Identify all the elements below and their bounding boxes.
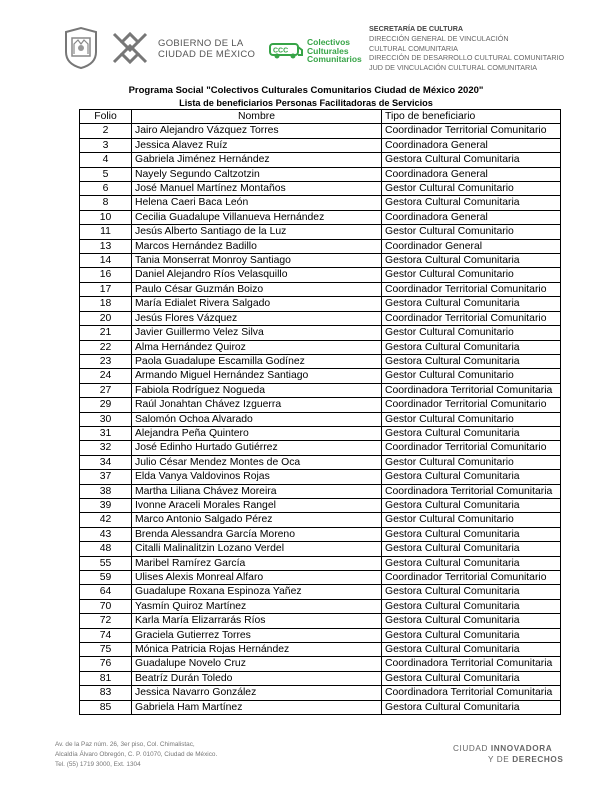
cell-nombre: Jairo Alejandro Vázquez Torres xyxy=(132,124,382,138)
table-row xyxy=(80,571,561,585)
cell-folio: 37 xyxy=(80,470,132,484)
cell-folio: 55 xyxy=(80,556,132,570)
list-subtitle: Lista de beneficiarios Personas Facilitadoras de Servicios xyxy=(179,98,433,108)
table-row xyxy=(80,225,561,239)
table-row xyxy=(80,354,561,368)
cell-folio: 8 xyxy=(80,196,132,210)
table-row xyxy=(80,297,561,311)
cell-nombre: Ivonne Araceli Morales Rangel xyxy=(132,498,382,512)
cell-nombre: Raúl Jonahtan Chávez Izguerra xyxy=(132,398,382,412)
cell-tipo: Gestor Cultural Comunitario xyxy=(382,225,561,239)
table-row xyxy=(80,326,561,340)
cell-nombre: Tania Monserrat Monroy Santiago xyxy=(132,254,382,268)
cell-folio: 3 xyxy=(80,138,132,152)
cell-tipo: Coordinadora Territorial Comunitaria xyxy=(382,657,561,671)
cell-tipo: Gestor Cultural Comunitario xyxy=(382,268,561,282)
cell-tipo: Gestor Cultural Comunitario xyxy=(382,326,561,340)
cell-nombre: Beatríz Durán Toledo xyxy=(132,671,382,685)
cell-tipo: Gestora Cultural Comunitaria xyxy=(382,556,561,570)
cell-tipo: Coordinadora General xyxy=(382,167,561,181)
table-row xyxy=(80,153,561,167)
cell-nombre: Fabiola Rodríguez Nogueda xyxy=(132,383,382,397)
cell-nombre: Mónica Patricia Rojas Hernández xyxy=(132,643,382,657)
cell-folio: 16 xyxy=(80,268,132,282)
cell-folio: 20 xyxy=(80,311,132,325)
cell-tipo: Coordinador Territorial Comunitario xyxy=(382,571,561,585)
cell-folio: 38 xyxy=(80,484,132,498)
table-row xyxy=(80,585,561,599)
cell-nombre: Marco Antonio Salgado Pérez xyxy=(132,513,382,527)
cell-nombre: Marcos Hernández Badillo xyxy=(132,239,382,253)
colectivos-wordmark: Colectivos Culturales Comunitarios xyxy=(307,37,362,64)
cell-nombre: Javier Guillermo Velez Silva xyxy=(132,326,382,340)
cell-tipo: Coordinador Territorial Comunitario xyxy=(382,282,561,296)
cell-tipo: Gestora Cultural Comunitaria xyxy=(382,599,561,613)
table-row xyxy=(80,369,561,383)
cell-nombre: Jesús Alberto Santiago de la Luz xyxy=(132,225,382,239)
cell-folio: 5 xyxy=(80,167,132,181)
table-row xyxy=(80,426,561,440)
svg-text:CCC: CCC xyxy=(273,47,289,55)
table-row xyxy=(80,671,561,685)
colectivos-logo xyxy=(268,36,362,66)
beneficiaries-table xyxy=(79,109,561,715)
table-row xyxy=(80,498,561,512)
cell-tipo: Coordinador General xyxy=(382,239,561,253)
footer-brand: CIUDAD INNOVADORA Y DE DERECHOS xyxy=(453,744,564,764)
cell-tipo: Gestora Cultural Comunitaria xyxy=(382,153,561,167)
header-tipo: Tipo de beneficiario xyxy=(382,110,561,124)
cell-tipo: Gestora Cultural Comunitaria xyxy=(382,614,561,628)
table-row xyxy=(80,340,561,354)
cell-tipo: Gestora Cultural Comunitaria xyxy=(382,254,561,268)
cell-folio: 85 xyxy=(80,700,132,714)
cell-folio: 42 xyxy=(80,513,132,527)
secretaria-line: DIRECCIÓN DE DESARROLLO CULTURAL COMUNITARIO xyxy=(369,53,565,63)
cell-folio: 70 xyxy=(80,599,132,613)
cell-folio: 72 xyxy=(80,614,132,628)
gobierno-cdmx-wordmark: GOBIERNO DE LA CIUDAD DE MÉXICO xyxy=(158,38,256,60)
cell-folio: 59 xyxy=(80,571,132,585)
cell-folio: 64 xyxy=(80,585,132,599)
table-row xyxy=(80,383,561,397)
table-row xyxy=(80,412,561,426)
cell-folio: 23 xyxy=(80,354,132,368)
table-row xyxy=(80,210,561,224)
table-row xyxy=(80,167,561,181)
address-line: Tel. (55) 1719 3000, Ext. 1304 xyxy=(55,761,141,768)
cell-nombre: Armando Miguel Hernández Santiago xyxy=(132,369,382,383)
program-title: Programa Social "Colectivos Culturales Comunitarios Ciudad de México 2020" xyxy=(128,85,484,96)
table-row xyxy=(80,542,561,556)
van-icon xyxy=(268,40,304,60)
cell-folio: 76 xyxy=(80,657,132,671)
table-row xyxy=(80,686,561,700)
cell-tipo: Gestor Cultural Comunitario xyxy=(382,369,561,383)
cell-tipo: Gestor Cultural Comunitario xyxy=(382,513,561,527)
cell-nombre: Paola Guadalupe Escamilla Godínez xyxy=(132,354,382,368)
cell-tipo: Gestor Cultural Comunitario xyxy=(382,412,561,426)
table-row xyxy=(80,441,561,455)
table-row xyxy=(80,311,561,325)
table-row xyxy=(80,268,561,282)
table-row xyxy=(80,470,561,484)
cell-folio: 24 xyxy=(80,369,132,383)
cell-tipo: Coordinador Territorial Comunitario xyxy=(382,311,561,325)
cell-tipo: Gestora Cultural Comunitaria xyxy=(382,498,561,512)
cell-tipo: Gestora Cultural Comunitaria xyxy=(382,196,561,210)
secretaria-line: CULTURAL COMUNITARIA xyxy=(369,43,458,53)
cell-nombre: Karla María Elizarrarás Ríos xyxy=(132,614,382,628)
address-line: Alcaldía Álvaro Obregón, C. P. 01070, Ciudad de México. xyxy=(55,751,218,758)
cell-folio: 6 xyxy=(80,182,132,196)
cell-tipo: Gestora Cultural Comunitaria xyxy=(382,470,561,484)
cell-nombre: Paulo César Guzmán Boizo xyxy=(132,282,382,296)
cell-folio: 74 xyxy=(80,628,132,642)
cell-nombre: José Manuel Martínez Montaños xyxy=(132,182,382,196)
cell-tipo: Coordinadora Territorial Comunitaria xyxy=(382,383,561,397)
table-row xyxy=(80,527,561,541)
cell-tipo: Gestora Cultural Comunitaria xyxy=(382,340,561,354)
cell-nombre: Daniel Alejandro Ríos Velasquillo xyxy=(132,268,382,282)
cell-folio: 83 xyxy=(80,686,132,700)
cell-folio: 10 xyxy=(80,210,132,224)
table-row xyxy=(80,700,561,714)
cell-nombre: Martha Liliana Chávez Moreira xyxy=(132,484,382,498)
cell-folio: 4 xyxy=(80,153,132,167)
header-nombre: Nombre xyxy=(132,110,382,124)
table-body xyxy=(80,124,561,715)
table-row xyxy=(80,196,561,210)
cell-tipo: Coordinadora Territorial Comunitaria xyxy=(382,686,561,700)
cell-nombre: Helena Caeri Baca León xyxy=(132,196,382,210)
header-folio: Folio xyxy=(80,110,132,124)
cell-folio: 31 xyxy=(80,426,132,440)
cell-folio: 17 xyxy=(80,282,132,296)
table-row xyxy=(80,643,561,657)
cell-tipo: Gestora Cultural Comunitaria xyxy=(382,297,561,311)
cell-nombre: Guadalupe Roxana Espinoza Yañez xyxy=(132,585,382,599)
table-row xyxy=(80,182,561,196)
cell-nombre: José Edinho Hurtado Gutiérrez xyxy=(132,441,382,455)
cell-nombre: Nayely Segundo Caltzotzin xyxy=(132,167,382,181)
table-row xyxy=(80,614,561,628)
table-row xyxy=(80,398,561,412)
cell-nombre: Alma Hernández Quiroz xyxy=(132,340,382,354)
cell-folio: 22 xyxy=(80,340,132,354)
address-line: Av. de la Paz núm. 26, 3er piso, Col. Chimalistac, xyxy=(55,741,195,748)
cell-nombre: Jessica Alavez Ruíz xyxy=(132,138,382,152)
cell-nombre: Brenda Alessandra García Moreno xyxy=(132,527,382,541)
cell-folio: 39 xyxy=(80,498,132,512)
cell-folio: 32 xyxy=(80,441,132,455)
cell-folio: 27 xyxy=(80,383,132,397)
cell-nombre: Elda Vanya Valdovinos Rojas xyxy=(132,470,382,484)
cell-tipo: Gestora Cultural Comunitaria xyxy=(382,585,561,599)
cell-folio: 13 xyxy=(80,239,132,253)
table-row xyxy=(80,455,561,469)
cell-nombre: Julio César Mendez Montes de Oca xyxy=(132,455,382,469)
cell-folio: 43 xyxy=(80,527,132,541)
table-row xyxy=(80,556,561,570)
table-row xyxy=(80,657,561,671)
cell-tipo: Gestora Cultural Comunitaria xyxy=(382,671,561,685)
cell-tipo: Gestora Cultural Comunitaria xyxy=(382,354,561,368)
cell-folio: 14 xyxy=(80,254,132,268)
table-row xyxy=(80,138,561,152)
cell-tipo: Gestora Cultural Comunitaria xyxy=(382,426,561,440)
document-header xyxy=(0,0,612,80)
cell-folio: 18 xyxy=(80,297,132,311)
table-row xyxy=(80,239,561,253)
table-row xyxy=(80,282,561,296)
cell-nombre: Guadalupe Novelo Cruz xyxy=(132,657,382,671)
cell-tipo: Gestor Cultural Comunitario xyxy=(382,455,561,469)
cell-tipo: Coordinadora Territorial Comunitaria xyxy=(382,484,561,498)
cell-tipo: Gestora Cultural Comunitaria xyxy=(382,700,561,714)
cell-nombre: Alejandra Peña Quintero xyxy=(132,426,382,440)
cell-folio: 29 xyxy=(80,398,132,412)
cell-nombre: Gabriela Ham Martínez xyxy=(132,700,382,714)
cell-nombre: María Edialet Rivera Salgado xyxy=(132,297,382,311)
secretaria-line: JUD DE VINCULACIÓN CULTURAL COMUNITARIA xyxy=(369,63,537,73)
table-row xyxy=(80,599,561,613)
cdmx-logo-icon xyxy=(108,28,152,68)
cell-nombre: Ulises Alexis Monreal Alfaro xyxy=(132,571,382,585)
cell-folio: 34 xyxy=(80,455,132,469)
table-row xyxy=(80,254,561,268)
cell-tipo: Gestora Cultural Comunitaria xyxy=(382,628,561,642)
cell-nombre: Salomón Ochoa Alvarado xyxy=(132,412,382,426)
cell-folio: 48 xyxy=(80,542,132,556)
cell-tipo: Gestora Cultural Comunitaria xyxy=(382,542,561,556)
cell-nombre: Gabriela Jiménez Hernández xyxy=(132,153,382,167)
coat-of-arms-icon xyxy=(62,26,100,70)
cell-tipo: Coordinadora General xyxy=(382,210,561,224)
footer-address xyxy=(55,740,217,770)
table-row xyxy=(80,124,561,138)
cell-nombre: Cecilia Guadalupe Villanueva Hernández xyxy=(132,210,382,224)
cell-tipo: Gestora Cultural Comunitaria xyxy=(382,643,561,657)
cell-nombre: Yasmín Quiroz Martínez xyxy=(132,599,382,613)
cell-nombre: Citalli Malinalitzin Lozano Verdel xyxy=(132,542,382,556)
cell-tipo: Coordinadora General xyxy=(382,138,561,152)
table-row xyxy=(80,484,561,498)
cell-folio: 75 xyxy=(80,643,132,657)
cell-nombre: Jesús Flores Vázquez xyxy=(132,311,382,325)
secretaria-line: SECRETARÍA DE CULTURA xyxy=(369,24,464,33)
cell-tipo: Coordinador Territorial Comunitario xyxy=(382,398,561,412)
secretaria-line: DIRECCIÓN GENERAL DE VINCULACIÓN xyxy=(369,33,509,43)
cell-tipo: Gestor Cultural Comunitario xyxy=(382,182,561,196)
cell-nombre: Jessica Navarro González xyxy=(132,686,382,700)
table-row xyxy=(80,628,561,642)
cell-tipo: Coordinador Territorial Comunitario xyxy=(382,124,561,138)
cell-folio: 21 xyxy=(80,326,132,340)
cell-folio: 81 xyxy=(80,671,132,685)
cell-folio: 30 xyxy=(80,412,132,426)
cell-nombre: Maribel Ramírez García xyxy=(132,556,382,570)
secretaria-block xyxy=(369,24,564,73)
cell-folio: 11 xyxy=(80,225,132,239)
cell-tipo: Coordinador Territorial Comunitario xyxy=(382,441,561,455)
cell-folio: 2 xyxy=(80,124,132,138)
cell-nombre: Graciela Gutierrez Torres xyxy=(132,628,382,642)
cell-tipo: Gestora Cultural Comunitaria xyxy=(382,527,561,541)
table-header-row xyxy=(80,110,561,124)
table-row xyxy=(80,513,561,527)
